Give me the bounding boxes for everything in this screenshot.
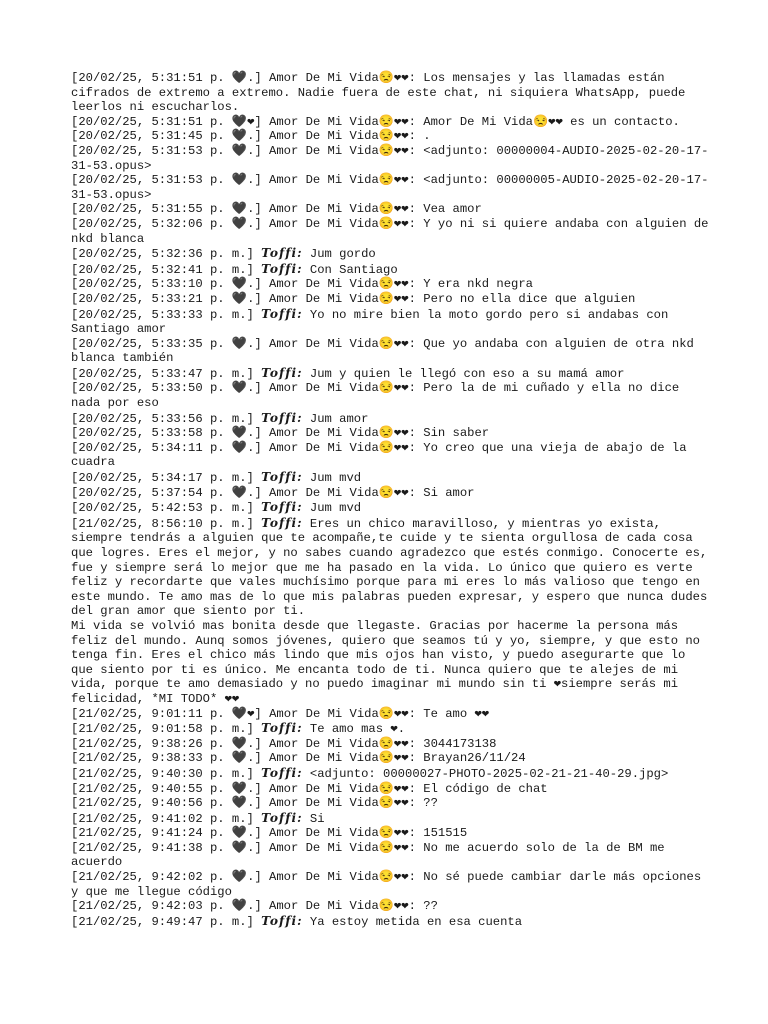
message-timestamp: [21/02/25, 9:38:33 p. 🖤.] <box>71 751 262 766</box>
message-line <box>71 782 711 797</box>
message-sender: Toffi: <box>261 246 303 261</box>
message-line <box>71 381 711 410</box>
message-text: Pero no ella dice que alguien <box>423 291 636 306</box>
message-text: Te amo mas ❤. <box>309 722 406 737</box>
message-sender: Toffi: <box>261 500 303 515</box>
message-text: ?? <box>423 796 438 811</box>
chat-log <box>71 71 716 929</box>
message-sender: Toffi: <box>261 810 303 825</box>
message-timestamp: [21/02/25, 9:42:03 p. 🖤.] <box>71 899 262 914</box>
message-line <box>71 751 711 766</box>
message-line <box>71 202 711 217</box>
message-sender: Toffi: <box>261 365 303 380</box>
message-sender: Amor De Mi Vida😒❤❤: <box>269 485 416 500</box>
message-line <box>71 796 711 811</box>
message-line <box>71 470 711 486</box>
message-timestamp: [20/02/25, 5:33:21 p. 🖤.] <box>71 291 262 306</box>
message-timestamp: [20/02/25, 5:31:53 p. 🖤.] <box>71 173 262 188</box>
message-line <box>71 246 711 262</box>
message-timestamp: [21/02/25, 9:40:55 p. 🖤.] <box>71 781 262 796</box>
message-text: El código de chat <box>423 781 548 796</box>
message-text: <adjunto: 00000027-PHOTO-2025-02-21-21-40-29.jpg> <box>309 766 669 781</box>
message-text: Jum amor <box>309 411 369 426</box>
message-sender: Amor De Mi Vida😒❤❤: <box>269 440 416 455</box>
message-sender: Toffi: <box>261 913 303 928</box>
message-line <box>71 870 711 899</box>
message-timestamp: [20/02/25, 5:32:41 p. m.] <box>71 262 254 277</box>
message-line <box>71 500 711 516</box>
message-sender: Toffi: <box>261 721 303 736</box>
message-text: Los mensajes y las llamadas están cifrados de extremo a extremo. Nadie fuera de este chat, ni siquiera WhatsApp, puede leerlos ni escucharlos. <box>71 71 693 115</box>
message-sender: Toffi: <box>261 765 303 780</box>
message-text: Yo no mire bien la moto gordo pero si andabas con Santiago amor <box>71 307 676 337</box>
message-line <box>71 426 711 441</box>
message-sender: Amor De Mi Vida😒❤❤: <box>269 202 416 217</box>
message-timestamp: [21/02/25, 9:40:30 p. m.] <box>71 766 254 781</box>
message-timestamp: [20/02/25, 5:33:58 p. 🖤.] <box>71 426 262 441</box>
message-text: Yo creo que una vieja de abajo de la cuadra <box>71 440 694 470</box>
message-timestamp: [20/02/25, 5:42:53 p. m.] <box>71 501 254 516</box>
message-sender: Amor De Mi Vida😒❤❤: <box>269 751 416 766</box>
message-sender: Amor De Mi Vida😒❤❤: <box>269 114 416 129</box>
message-sender: Amor De Mi Vida😒❤❤: <box>269 736 416 751</box>
message-sender: Amor De Mi Vida😒❤❤: <box>269 840 416 855</box>
message-text: . <box>423 129 431 144</box>
message-text: Si <box>309 811 325 826</box>
message-timestamp: [21/02/25, 9:41:24 p. 🖤.] <box>71 826 262 841</box>
message-sender: Amor De Mi Vida😒❤❤: <box>269 706 416 721</box>
message-text: <adjunto: 00000004-AUDIO-2025-02-20-17-31-53.opus> <box>71 143 709 173</box>
message-sender: Amor De Mi Vida😒❤❤: <box>269 291 416 306</box>
message-timestamp: [21/02/25, 9:49:47 p. m.] <box>71 914 254 929</box>
message-timestamp: [20/02/25, 5:34:17 p. m.] <box>71 471 254 486</box>
message-text: Amor De Mi Vida😒❤❤ es un contacto. <box>423 114 680 129</box>
message-line <box>71 307 711 337</box>
message-text: Brayan26/11/24 <box>423 751 526 766</box>
message-text: No me acuerdo solo de la de BM me acuerdo <box>71 840 672 870</box>
message-text: Pero la de mi cuñado y ella no dice nada por eso <box>71 381 687 411</box>
message-text: Eres un chico maravilloso, y mientras yo exista, siempre tendrás a alguien que te acompañe,te cuide y te sienta orgullosa de cada cosa que logres. Eres el mejor, y no sabes cuando agradezco que estés conmigo. Conocerte es, fue y siempre será lo mejor que me ha pasado en la vida. Lo único que quiero es verte feliz y recordarte que vales muchísimo porque para mi eres lo más valioso que tengo en este mundo. Te amo mas de lo que mis palabras pueden expresar, y espero que nunca dudes del gran amor que siento por ti. Mi vida se volvió mas bonita desde que llegaste. Gracias por hacerme la persona más feliz del mundo. Aunq somos jóvenes, quiero que seamos tú y yo, siempre, y que esto no tenga fin. Eres el chico más lindo que mis ojos han visto, y puedo asegurarte que lo que siento por ti es único. Me encanta todo de ti. Nunca quiero que te alejes de mi vida, porque te amo demasiado y no puedo imaginar mi mundo sin ti ❤siempre serás mi felicidad, *MI TODO* ❤❤ <box>71 516 708 706</box>
message-line <box>71 292 711 307</box>
message-sender: Amor De Mi Vida😒❤❤: <box>269 870 416 885</box>
message-timestamp: [20/02/25, 5:31:51 p. 🖤.] <box>71 71 262 85</box>
message-timestamp: [20/02/25, 5:34:11 p. 🖤.] <box>71 440 262 455</box>
message-line <box>71 262 711 278</box>
message-sender: Amor De Mi Vida😒❤❤: <box>269 143 416 158</box>
message-timestamp: [20/02/25, 5:31:55 p. 🖤.] <box>71 202 262 217</box>
message-sender: Amor De Mi Vida😒❤❤: <box>269 381 416 396</box>
message-timestamp: [21/02/25, 9:41:02 p. m.] <box>71 811 254 826</box>
message-text: Que yo andaba con alguien de otra nkd blanca también <box>71 336 702 366</box>
message-sender: Amor De Mi Vida😒❤❤: <box>269 277 416 292</box>
message-line <box>71 486 711 501</box>
message-text: No sé puede cambiar darle más opciones y que me llegue código <box>71 870 709 899</box>
message-sender: Amor De Mi Vida😒❤❤: <box>269 173 416 188</box>
message-line <box>71 173 711 202</box>
message-line <box>71 115 711 130</box>
message-text: ?? <box>423 899 438 914</box>
message-timestamp: [20/02/25, 5:31:51 p. 🖤❤] <box>71 114 262 129</box>
message-sender: Amor De Mi Vida😒❤❤: <box>269 129 416 144</box>
message-line <box>71 337 711 366</box>
message-text: Sin saber <box>423 426 490 441</box>
message-text: Jum y quien le llegó con eso a su mamá amor <box>309 366 625 381</box>
message-line <box>71 841 711 870</box>
message-sender: Toffi: <box>261 470 303 485</box>
message-timestamp: [20/02/25, 5:33:47 p. m.] <box>71 366 254 381</box>
message-line <box>71 811 711 827</box>
message-line <box>71 71 711 115</box>
message-line <box>71 129 711 144</box>
message-text: Jum mvd <box>309 471 362 486</box>
message-line <box>71 766 711 782</box>
message-line <box>71 277 711 292</box>
message-line <box>71 366 711 382</box>
message-sender: Amor De Mi Vida😒❤❤: <box>269 71 416 85</box>
message-text: 151515 <box>423 826 468 841</box>
message-sender: Toffi: <box>261 515 303 530</box>
message-sender: Amor De Mi Vida😒❤❤: <box>269 781 416 796</box>
message-timestamp: [20/02/25, 5:33:33 p. m.] <box>71 307 254 322</box>
message-timestamp: [21/02/25, 9:38:26 p. 🖤.] <box>71 736 262 751</box>
message-sender: Amor De Mi Vida😒❤❤: <box>269 899 416 914</box>
message-timestamp: [21/02/25, 9:40:56 p. 🖤.] <box>71 796 262 811</box>
message-line <box>71 826 711 841</box>
message-timestamp: [21/02/25, 9:01:11 p. 🖤❤] <box>71 706 262 721</box>
message-line <box>71 144 711 173</box>
message-text: Te amo ❤❤ <box>423 706 490 721</box>
message-timestamp: [20/02/25, 5:33:56 p. m.] <box>71 411 254 426</box>
message-sender: Amor De Mi Vida😒❤❤: <box>269 336 416 351</box>
message-timestamp: [20/02/25, 5:37:54 p. 🖤.] <box>71 485 262 500</box>
message-timestamp: [20/02/25, 5:32:36 p. m.] <box>71 247 254 262</box>
message-timestamp: [21/02/25, 8:56:10 p. m.] <box>71 516 254 531</box>
message-timestamp: [20/02/25, 5:33:50 p. 🖤.] <box>71 381 262 396</box>
message-text: Y yo ni si quiere andaba con alguien de nkd blanca <box>71 216 716 246</box>
message-timestamp: [20/02/25, 5:31:53 p. 🖤.] <box>71 143 262 158</box>
message-sender: Amor De Mi Vida😒❤❤: <box>269 826 416 841</box>
message-text: Con Santiago <box>309 262 398 277</box>
message-line <box>71 707 711 722</box>
message-line <box>71 516 711 707</box>
message-text: Jum mvd <box>309 501 362 516</box>
message-timestamp: [20/02/25, 5:33:10 p. 🖤.] <box>71 277 262 292</box>
message-line <box>71 899 711 914</box>
message-sender: Amor De Mi Vida😒❤❤: <box>269 426 416 441</box>
message-timestamp: [21/02/25, 9:42:02 p. 🖤.] <box>71 870 262 885</box>
message-sender: Toffi: <box>261 306 303 321</box>
message-sender: Amor De Mi Vida😒❤❤: <box>269 796 416 811</box>
message-line <box>71 914 711 930</box>
message-timestamp: [20/02/25, 5:31:45 p. 🖤.] <box>71 129 262 144</box>
message-sender: Amor De Mi Vida😒❤❤: <box>269 216 416 231</box>
message-text: Y era nkd negra <box>423 277 533 292</box>
message-timestamp: [20/02/25, 5:33:35 p. 🖤.] <box>71 336 262 351</box>
message-text: 3044173138 <box>423 736 497 751</box>
message-text: Ya estoy metida en esa cuenta <box>309 914 523 929</box>
message-text: <adjunto: 00000005-AUDIO-2025-02-20-17-31-53.opus> <box>71 173 709 202</box>
message-timestamp: [20/02/25, 5:32:06 p. 🖤.] <box>71 216 262 231</box>
message-line <box>71 737 711 752</box>
message-line <box>71 721 711 737</box>
message-sender: Toffi: <box>261 410 303 425</box>
message-timestamp: [21/02/25, 9:41:38 p. 🖤.] <box>71 840 262 855</box>
message-timestamp: [21/02/25, 9:01:58 p. m.] <box>71 722 254 737</box>
message-text: Vea amor <box>423 202 482 217</box>
message-sender: Toffi: <box>261 261 303 276</box>
message-text: Jum gordo <box>309 247 376 262</box>
message-line <box>71 216 716 246</box>
message-line <box>71 441 711 470</box>
message-text: Si amor <box>423 485 475 500</box>
message-line <box>71 411 711 427</box>
